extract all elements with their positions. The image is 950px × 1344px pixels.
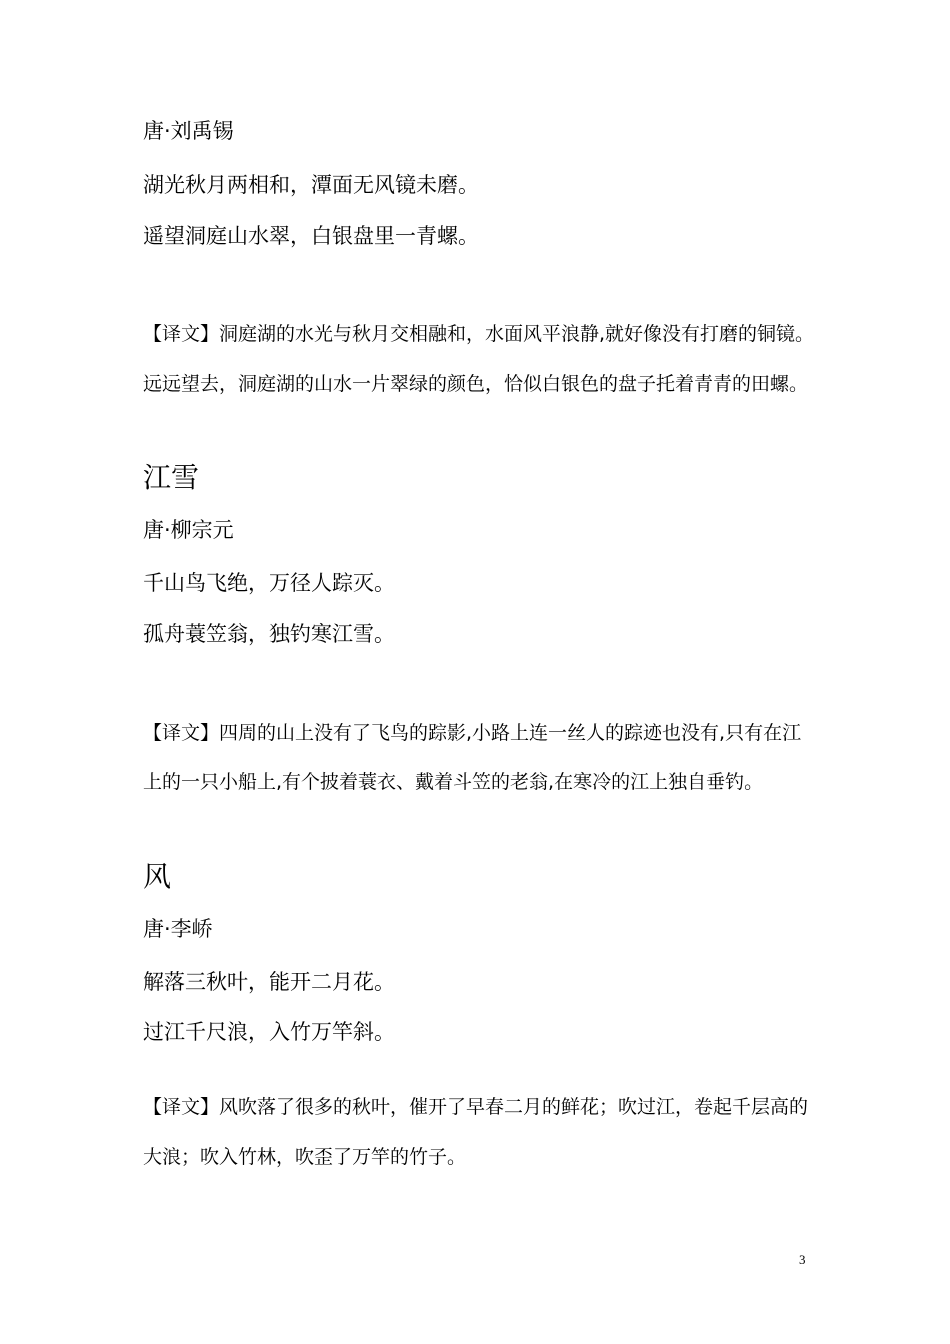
poem-2-title: 江雪 — [143, 461, 200, 494]
poem-1-translation-line-1: 【译文】洞庭湖的水光与秋月交相融和，水面风平浪静,就好像没有打磨的铜镜。 — [143, 323, 815, 345]
poem-1-line-1: 湖光秋月两相和，潭面无风镜未磨。 — [143, 173, 479, 197]
poem-2-line-1: 千山鸟飞绝，万径人踪灭。 — [143, 571, 395, 595]
poem-2-author: 唐·柳宗元 — [143, 518, 234, 542]
poem-3-title: 风 — [143, 860, 172, 893]
poem-3-translation-line-2: 大浪；吹入竹林，吹歪了万竿的竹子。 — [143, 1146, 467, 1168]
poem-3-line-2: 过江千尺浪，入竹万竿斜。 — [143, 1020, 395, 1044]
poem-2-translation-line-1: 【译文】四周的山上没有了飞鸟的踪影,小路上连一丝人的踪迹也没有,只有在江 — [143, 722, 802, 744]
page-number: 3 — [799, 1252, 806, 1267]
poem-1-line-2: 遥望洞庭山水翠，白银盘里一青螺。 — [143, 224, 479, 248]
poem-3-author: 唐·李峤 — [143, 917, 213, 941]
poem-2-translation-line-2: 上的一只小船上,有个披着蓑衣、戴着斗笠的老翁,在寒冷的江上独自垂钓。 — [143, 771, 764, 793]
poem-3-translation-line-1: 【译文】风吹落了很多的秋叶，催开了早春二月的鲜花；吹过江，卷起千层高的 — [143, 1096, 809, 1118]
poem-1-author: 唐·刘禹锡 — [143, 119, 234, 143]
poem-2-line-2: 孤舟蓑笠翁，独钓寒江雪。 — [143, 622, 395, 646]
poem-1-translation-line-2: 远远望去，洞庭湖的山水一片翠绿的颜色，恰似白银色的盘子托着青青的田螺。 — [143, 373, 809, 395]
poem-3-line-1: 解落三秋叶，能开二月花。 — [143, 970, 395, 994]
